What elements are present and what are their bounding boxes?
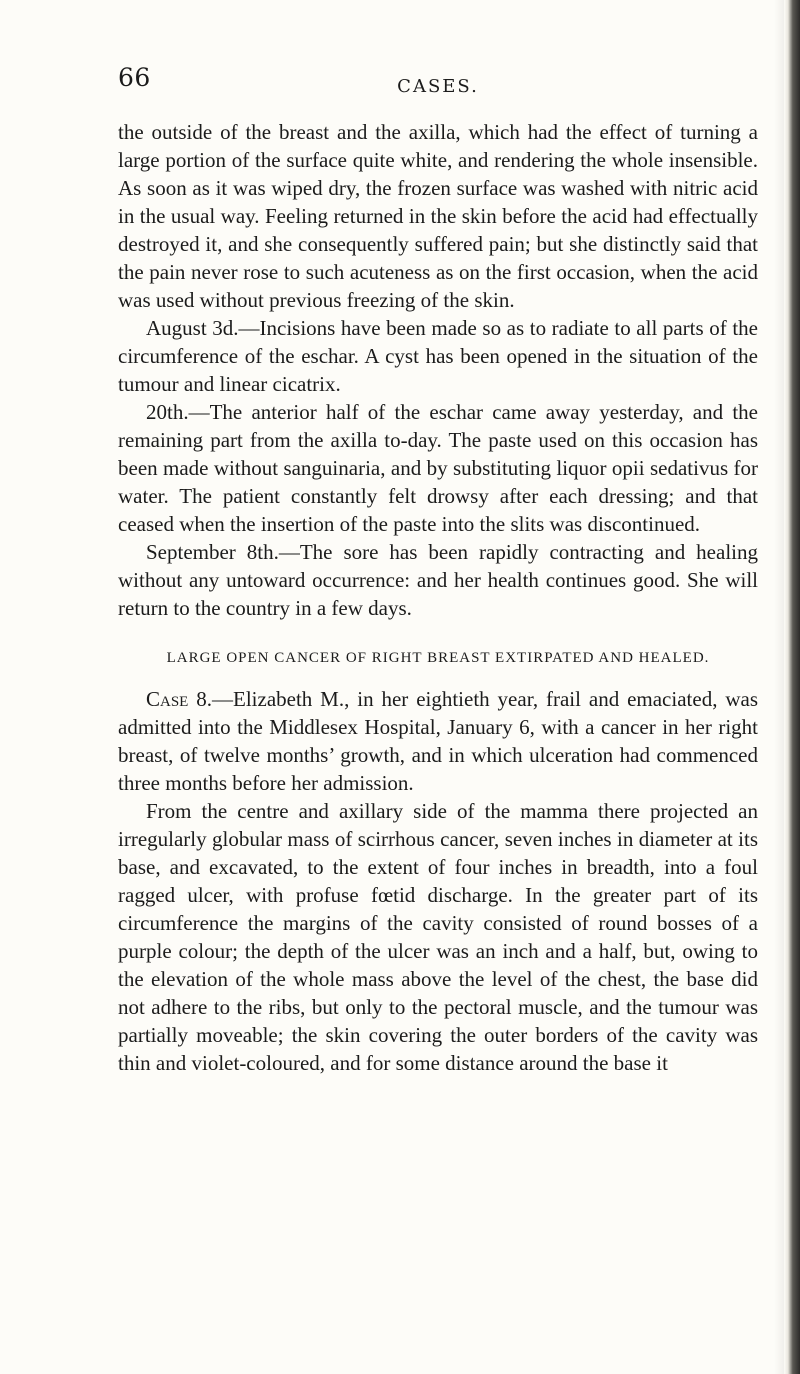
case-8-text: —Elizabeth M., in her eightieth year, frail and emaciated, was admitted into the Middlesex Hospital, January 6, with a cancer in her right breast, of twelve months’ growth, and in which ulceration had commenced three months before her admission. <box>118 687 758 795</box>
running-head: CASES. <box>397 76 479 97</box>
page-number: 66 <box>118 63 151 92</box>
body-text <box>118 118 758 1077</box>
paragraph-case-8-description: From the centre and axillary side of the mamma there projected an irregularly globular mass of scirrhous cancer, seven inches in diameter at its base, and excavated, to the extent of four inches in breadth, into a foul ragged ulcer, with profuse fœtid discharge. In the greater part of its circumference the margins of the cavity consisted of round bosses of a purple colour; the depth of the ulcer was an inch and a half, but, owing to the elevation of the whole mass above the level of the chest, the base did not adhere to the ribs, but only to the pectoral muscle, and the tumour was partially moveable; the skin covering the outer borders of the cavity was thin and violet-coloured, and for some distance around the base it <box>118 799 758 1075</box>
page-header <box>118 63 758 103</box>
paragraph-20th: 20th.—The anterior half of the eschar came away yesterday, and the remaining part from the axilla to-day. The paste used on this occasion has been made without sanguinaria, and by substituting liquor opii sedativus for water. The patient constantly felt drowsy after each dressing; and that ceased when the insertion of the paste into the slits was discontinued. <box>118 400 758 536</box>
paragraph-case-8 <box>118 685 758 797</box>
paragraph-september: September 8th.—The sore has been rapidly contracting and healing without any untoward occurrence: and her health continues good. She will return to the country in a few days. <box>118 540 758 620</box>
case-label: Case 8. <box>146 687 212 711</box>
paragraph-continuation: the outside of the breast and the axilla, which had the effect of turning a large portion of the surface quite white, and rendering the whole insensible. As soon as it was wiped dry, the frozen surface was washed with nitric acid in the usual way. Feeling returned in the skin before the acid had effectually destroyed it, and she consequently suffered pain; but she distinctly said that the pain never rose to such acuteness as on the first occasion, when the acid was used without previous freezing of the skin. <box>118 120 758 312</box>
page-binding-edge <box>784 0 800 1374</box>
section-heading: LARGE OPEN CANCER OF RIGHT BREAST EXTIRPATED AND HEALED. <box>166 650 710 666</box>
page-edge-shadow <box>774 0 784 1374</box>
paragraph-august: August 3d.—Incisions have been made so as to radiate to all parts of the circumference of the eschar. A cyst has been opened in the situation of the tumour and linear cicatrix. <box>118 316 758 396</box>
